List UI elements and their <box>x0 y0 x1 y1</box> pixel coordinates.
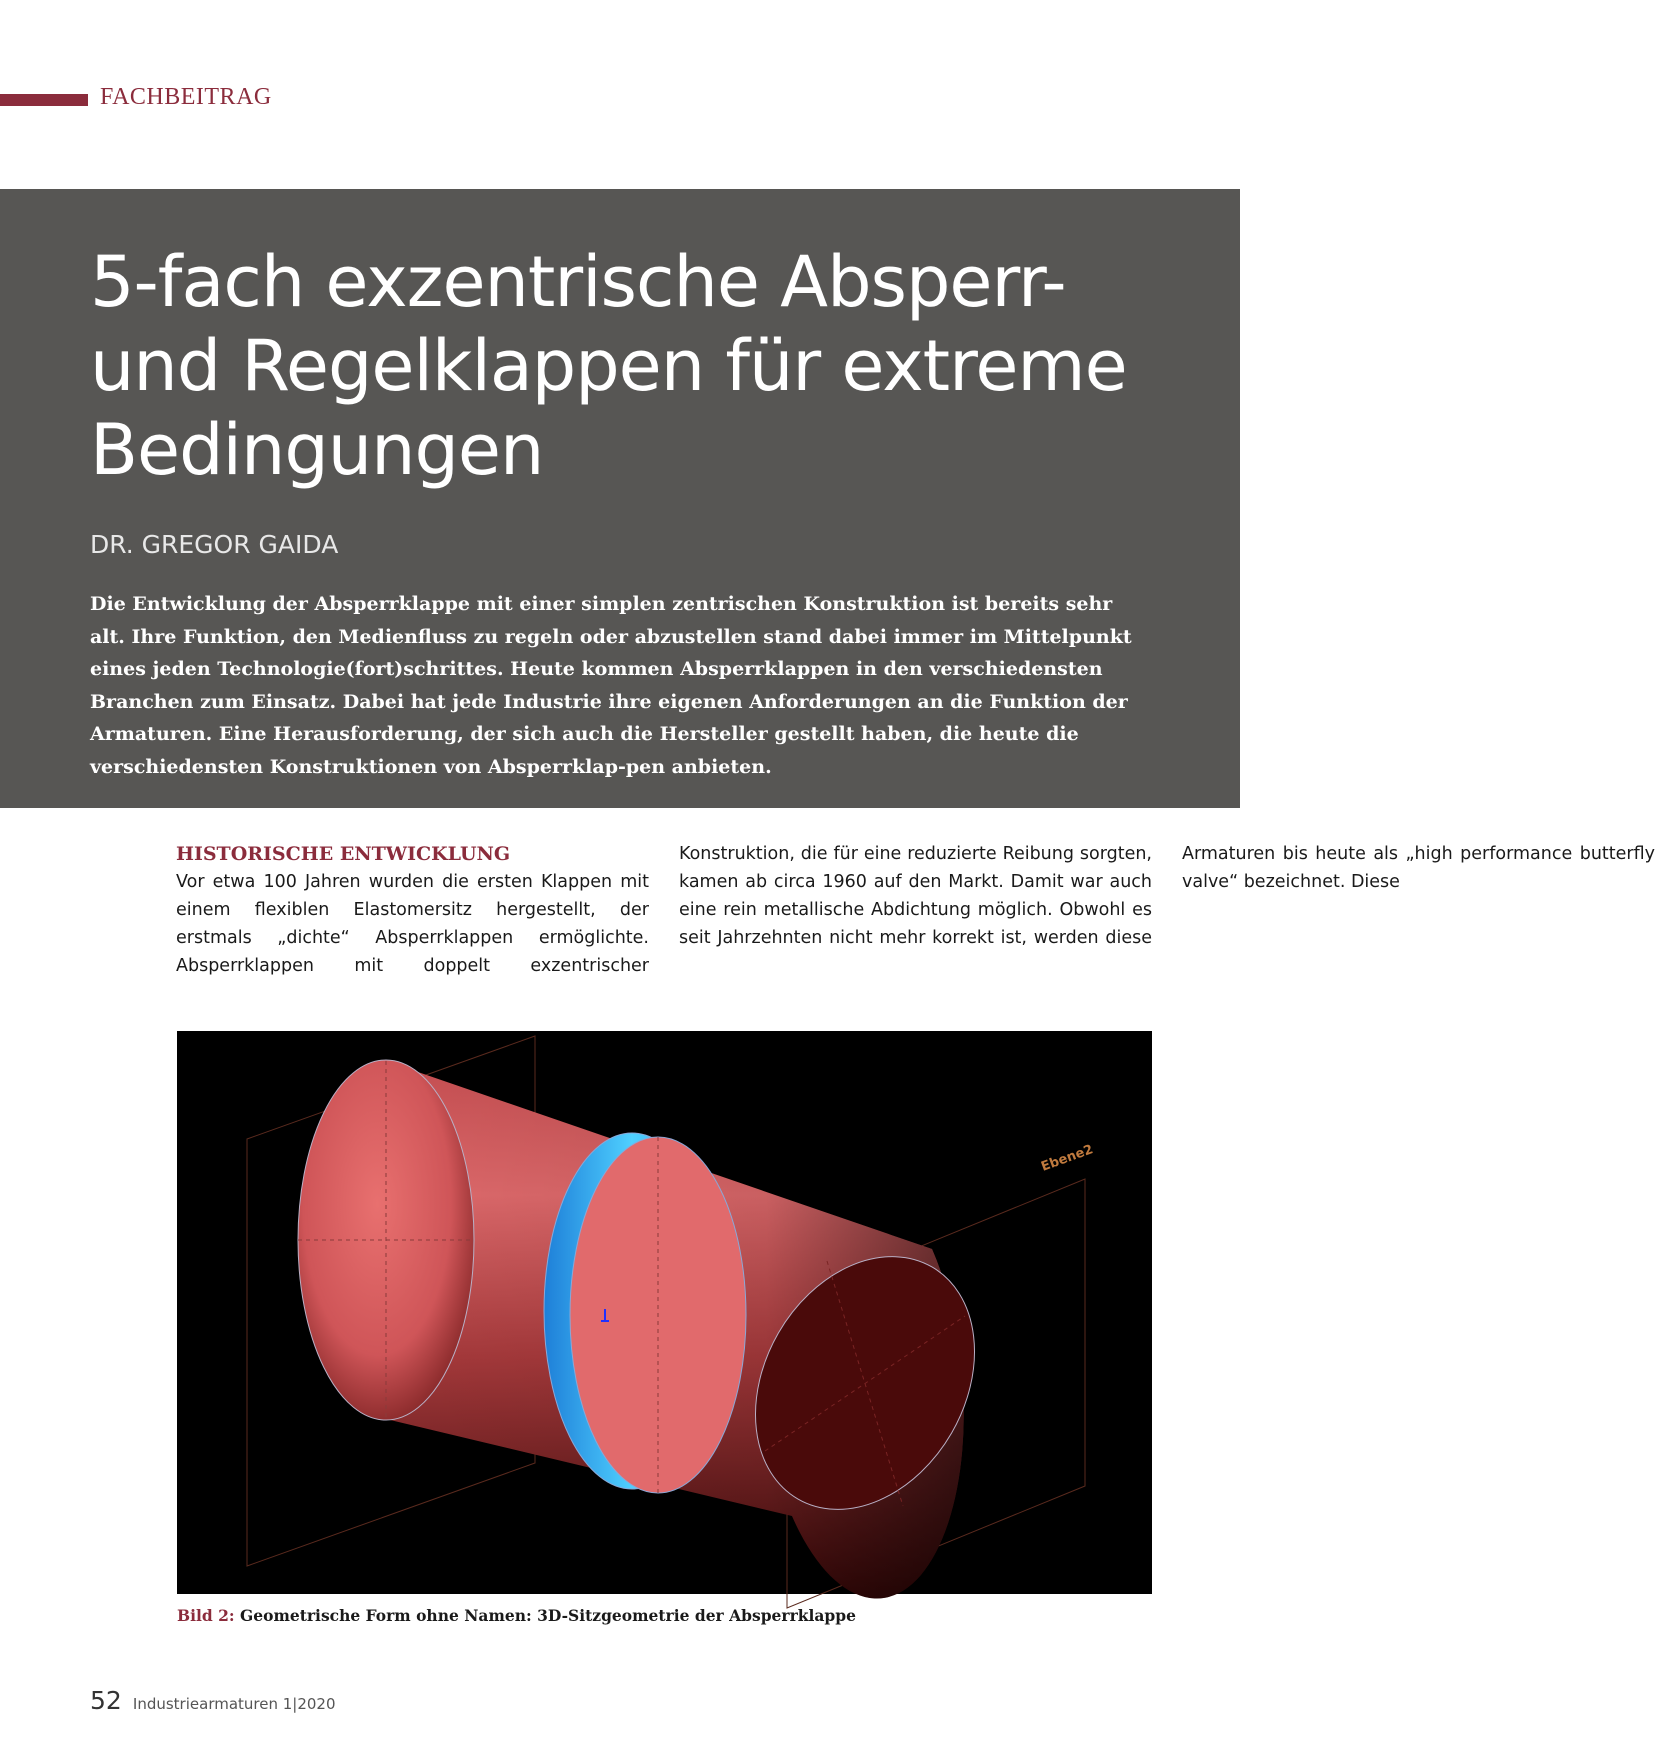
journal-name: Industriearmaturen 1|2020 <box>132 1695 336 1713</box>
section-label: FACHBEITRAG <box>100 84 272 110</box>
plane-label: Ebene2 <box>1039 1142 1096 1175</box>
section-heading: HISTORISCHE ENTWICKLUNG <box>176 843 511 865</box>
page-footer <box>90 1686 336 1715</box>
section-accent-bar <box>0 94 88 106</box>
title-line: 5-fach exzentrische Absperr- <box>90 241 1066 323</box>
cylinder-render <box>177 1031 1152 1594</box>
author-name: DR. GREGOR GAIDA <box>90 530 339 559</box>
lead-paragraph: Die Entwicklung der Absperrklappe mit einer simplen zentrischen Konstruktion ist bereits sehr alt. Ihre Funktion, den Medienfluss zu regeln oder abzustellen stand dabei immer im Mittelpunkt eines jeden Technologie(fort)schrittes. Heute kommen Absperrklappen in den verschiedensten Branchen zum Einsatz. Dabei hat jede Industrie ihre eigenen Anforderungen an die Funktion der Armaturen. Eine Herausforderung, der sich auch die Hersteller gestellt haben, die heute die verschiedensten Konstruktionen von Absperrklap-pen anbieten. <box>90 593 1132 778</box>
page-number: 52 <box>90 1686 122 1715</box>
body-text-columns <box>176 840 1655 990</box>
article-title <box>90 240 1190 492</box>
caption-label: Bild 2: <box>177 1606 235 1625</box>
title-line: und Regelklappen für extreme <box>90 325 1127 407</box>
figure-3d-seat-geometry <box>177 1031 1152 1594</box>
body-paragraph: Vor etwa 100 Jahren wurden die ersten Klappen mit einem flexiblen Elastomersitz hergestellt, der erstmals „dichte“ Absperrklappen ermöglichte. Absperrklappen mit doppelt exzentrischer Konstruktion, die für eine reduzierte Reibung sorgten, kamen ab circa 1960 auf den Markt. Damit war auch eine rein metallische Abdichtung möglich. Obwohl es seit Jahrzehnten nicht mehr korrekt ist, werden diese Armaturen bis heute als „high performance butterfly valve“ bezeichnet. Diese <box>176 844 1655 976</box>
figure-caption <box>177 1606 856 1625</box>
title-line: Bedingungen <box>90 409 544 491</box>
caption-text: Geometrische Form ohne Namen: 3D-Sitzgeometrie der Absperrklappe <box>240 1606 856 1625</box>
